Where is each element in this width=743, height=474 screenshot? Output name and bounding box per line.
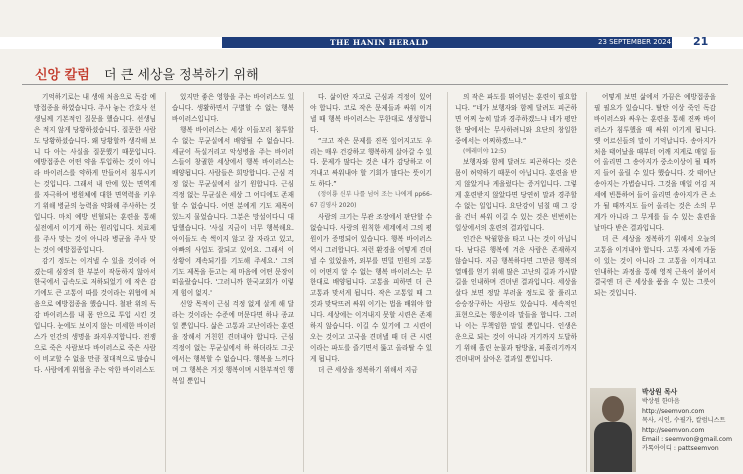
paragraph: 사람의 크기는 무관 조장에서 판단할 수 없습니다. 사랑의 원칙한 세계에서 그의 평원이가 증명되어 있습니다. 행복 바이러스 역시 그러합니다. 저런 환경을 어떻게 견뎌낼 수 있었을까, 외부를 면밀 민원의 고통이 어떤지 알 수 없는 행복 바이러스는 무한대로 배양됩니다. 고통을 피하면 더 큰 고통과 맞서게 됩니다. 작은 고통일 때 그것과 맞닥뜨려 싸워 이기는 법을 배워야 합니다. 세상에는 이겨내지 못할 시련은 존재하지 않습니다. 이길 수 있기에 그 시련이 오는 것이고 고국을 견뎌낼 때 더 큰 시련이라는 파도를 즐기면서 뚫고 올라탈 수 있게 됩니다.	[310, 212, 432, 363]
quote: “크고 작은 문제를 진폭 잎어지고도 우리는 매우 건강하고 행복하게 살아갈 수 있다. 문제가 많다는 것은 내가 감당하고 이겨내고 싸워내야 할 기회가 많다는 뜻이기도 하다.”	[310, 136, 432, 189]
paragraph: 있지만 좋은 영향을 주는 바이러스도 있습니다. 생활하면서 구별할 수 없는 행복 바이러스입니다.	[172, 93, 294, 123]
author-name: 박상원 목사	[642, 388, 678, 396]
article-title: 더 큰 세상을 정복하기 위해	[104, 68, 259, 83]
column-5	[594, 92, 716, 382]
author-email: Email : seemvon@gmail.com	[642, 436, 732, 444]
issue-date: 23 SEPTEMBER 2024	[598, 38, 672, 46]
masthead-title: THE HANIN HERALD	[330, 38, 429, 47]
citation: (정이룡 신부 나를 넘어 조는 나에게 pp66-67 김영사 2020)	[310, 191, 432, 210]
paragraph: 기억하기로는 내 생애 처음으로 독감 예방접종을 하였습니다. 주사 놓는 간호사 선생님께 기본적인 질문을 했습니다. 선생님은 적지 않게 당황하셨습니다. 질문한 사람도 당황하셨습니다. 왜 당황할까 생각해 보니 다 아는 사실을 질문했기 때문입니다. 예방접종은 어떤 약을 투입하는 것이 아니라 바이러스를 약하게 만들어서 침투시키는 것입니다. 그래서 내 안에 있는 면역계를 자극하여 병원체에 대한 면역력을 키우기 위해 병균의 능력을 약화해 주사하는 것입니다. 마치 예방 빈혈되는 훈련을 통해 실전에서 이기게 하는 원리입니다. 치료제를 주사 맞는 것이 아니라 병균을 주사 맞는 것이 예방접종입니다.	[34, 93, 156, 254]
column-divider	[165, 92, 166, 472]
author-church: 박상원 한마음	[642, 398, 680, 406]
paragraph: 다. 삶이란 자고로 근심과 걱정이 있어야 합니다. 코로 작은 문제들과 싸워 이겨낼 때 행복 바이러스는 무한대로 생성합니다.	[310, 93, 432, 134]
column-1	[34, 92, 156, 472]
author-kakao: 카톡아이디 : pattseemvon	[642, 445, 719, 453]
paragraph: 신앙 목적이 근심 걱정 없게 살게 해 달라는 것이라는 수준에 머문다면 하나 종교일 뿐입니다. 삶은 고통과 고난이라는 훈련을 장해서 거친힌 견뎌내야 합니다. 근심 걱정이 없는 무균실에서 하 하더라도 그곳에서는 행복할 수 없습니다. 행복을 느끼다며 그 행복은 거짓 행복이며 시한부적인 행복일 뿐입니	[172, 300, 294, 385]
author-byline	[642, 388, 738, 454]
paragraph: 감기 정도는 이겨낼 수 있을 것이라 여겼는데 심장의 한 부분이 작동하지 않아서 한국에서 급속도로 저하되었기 에 작은 감기에도 큰 고통이 따를 것이라는 위협에 처음으로 예방접종을 했습니다. 철판 위의 독감 바이러스를 내 몸 안으로 투입 시킨 것입니다. 눈에도 보이지 않는 미세한 바이러스가 인간의 생명을 좌지우지합니다. 전쟁으로 죽은 사람보다 바이러스로 죽은 사람이 비교할 수 없을 만큼 절대적으로 많습니다. 사람에게 위협을 주는 악한 바이러스도	[34, 256, 156, 374]
column-divider	[586, 92, 587, 472]
paragraph: 의 작은 파도를 뛰어넘는 훈련이 필요합니다. “네가 보행자와 함께 달려도 피곤하면 어찌 능히 말과 경주하겠느냐 네가 평안한 땅에서는 무사하려니와 요단의 창일한 중에서는 어찌하겠느냐.”	[455, 93, 577, 145]
column-kicker: 신앙 칼럼	[35, 68, 90, 83]
column-divider	[447, 92, 448, 472]
page-number: 21	[693, 35, 709, 48]
author-role: 목사, 시인, 수필가, 칼럼니스트	[642, 417, 726, 425]
author-photo	[590, 388, 636, 472]
column-4	[455, 92, 577, 472]
paragraph: 더 큰 세상을 정복하기 위해서 오늘의 고통을 이겨내야 합니다. 고통 자체에 가둠이 있는 것이 아니라 그 고통을 이겨내고 인내하는 과정을 통해 영적 근육이 붙어서 결국엔 더 큰 세상을 품을 수 있는 그릇이 되는 것입니다.	[594, 234, 716, 298]
column-3	[310, 92, 432, 472]
paragraph: 행복 바이러스는 세상 이들꼬리 침투할 수 없는 무균실에서 배양될 수 없습니다. 세균이 득실거리고 악성병을 주는 바이러스들이 창궐한 세상에서 행복 바이러스는 배양됩니다. 사람들은 희망합니다. 근심 걱정 없는 무균실에서 살기 원합니다. 근심 걱정 없는 무균실은 세상 그 어디에도 존재할 수 없습니다. 어떤 분에게 기도 제목이 있느지 물었습니다. 그분은 망설이다니 대답했습니다. '사실 지금이 너무 행복해요. 아이들도 속 썩이지 않고 잘 자라고 있고, 아빠의 사업도 잘되고 있어요. 그래서 이 상황이 계속되기를 기도해 주세요.' 그의 기도 제목을 듣고는 제 마음에 어떤 문장이 떠올랐습니다. '그러니까 한국교회가 이렇게 힘이 없지.'	[172, 125, 294, 298]
paragraph: 보행자와 함께 달려도 피곤하다는 것은 몸이 허약하기 때문이 아닙니다. 훈련을 받지 않았거나 게을렀다는 증거입니다. 그렇게 훈련받지 않았다면 당연히 말과 경주할 수 없는 일입니다. 요단강이 넘칠 때 그 강을 건너 싸워 이길 수 있는 것은 빈번히는 일상에서의 훈련의 결과입니다.	[455, 158, 577, 232]
article-header	[0, 60, 743, 86]
paragraph: 어떻게 보면 삶에서 가끔은 예방접종을 필 필요가 있습니다. 탈탄 이상 죽인 독감 바이러스와 싸우는 훈련을 통해 진짜 바이러스가 침투했을 때 싸워 이기게 됩니다. 옛 어르신들의 말이 기억납니다. 송아지가 처음 태어났을 때부터 어깨 지게로 매일 들어 올리면 그 송아지가 중소이상이 될 때까지 들어 올릴 수 있다 했습니다. 갓 태어난 송아지는 가볍습니다. 그것을 매일 어김 저세에 빈틈하여 들어 올리면 송아지가 큰 소가 될 때까지도 들어 올리는 것은 소의 무게가 아니라 그 무게를 들 수 있는 훈련을 날마다 받은 결과입니다.	[594, 93, 716, 232]
paragraph: 인간은 탁월함을 타고 나는 것이 아닙니다. 남다른 행복에 겨운 사람은 존재하지 않습니다. 지금 행복하다면 그만큼 행복의 열매를 얻기 위해 많은 고난의 길과 가시밭길을 인내하며 견뎌낸 결과입니다. 세상을 살다 보면 정말 부러울 정도로 잘 풀리고 승승장구하는 사람도 있습니다. 세속적인 표현으로는 행운이라 말들을 합니다. 그러나 이는 무책임한 말일 뿐입니다. 인생은 운으로 되는 것이 아니라 거기까지 도달하기 위해 흘린 눈물과 땀방울, 피흘리기까지 견뎌내며 살아온 결과일 뿐입니다.	[455, 234, 577, 363]
column-divider	[303, 92, 304, 472]
column-2	[172, 92, 294, 472]
author-web: http://seemvon.com	[642, 407, 705, 415]
paragraph: 더 큰 세상을 정복하기 위해서 지금	[318, 365, 418, 374]
header-rule	[22, 84, 728, 85]
author-web-2: http://seemvon.com	[642, 426, 705, 434]
citation: (예레미야 12:5)	[463, 147, 507, 155]
